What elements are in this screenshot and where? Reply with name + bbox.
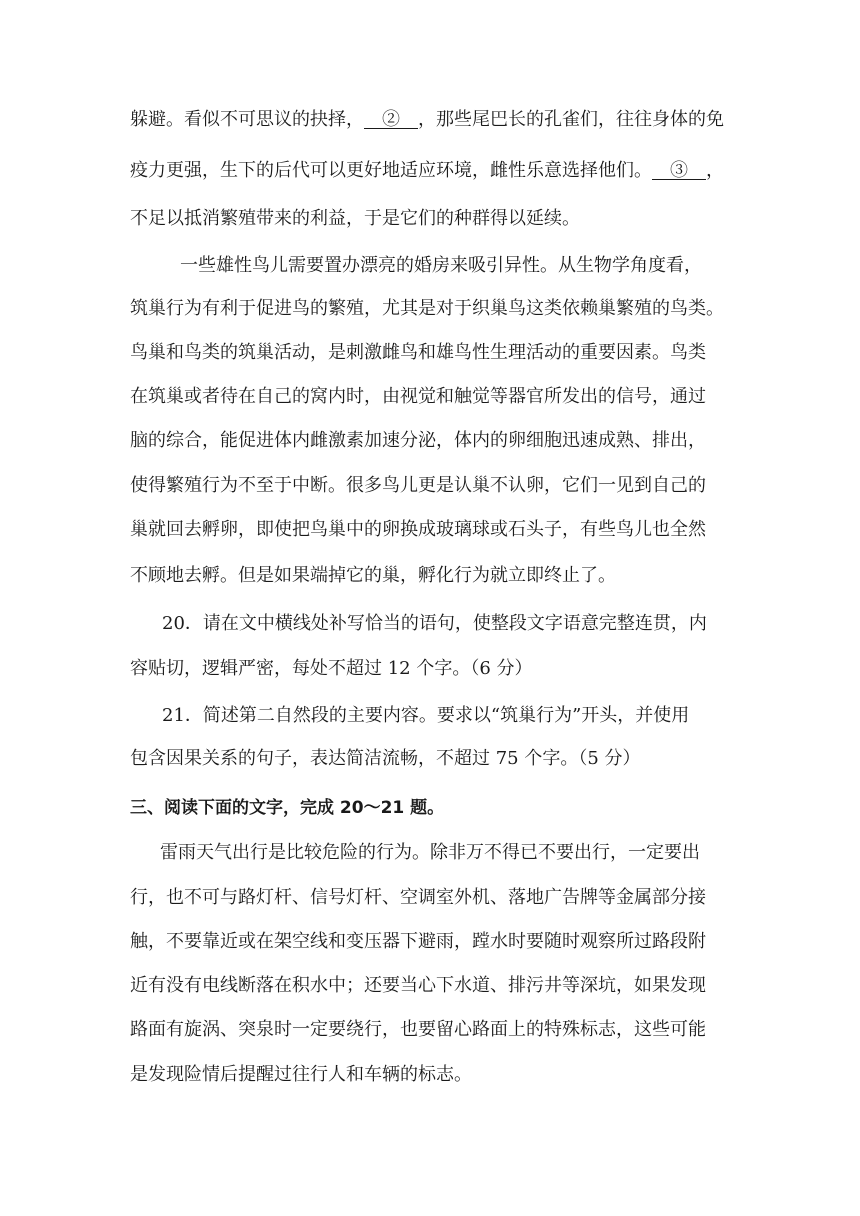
paragraph-2-line: 在筑巢或者待在自己的窝内时，由视觉和触觉等器官所发出的信号，通过 [130, 386, 706, 407]
blank-2: ② [364, 109, 418, 130]
section-3-heading: 三、阅读下面的文字，完成 20～21 题。 [130, 798, 445, 818]
paragraph-1-line-2 [130, 159, 724, 183]
paragraph-3-line: 近有没有电线断落在积水中；还要当心下水道、排污井等深坑，如果发现 [130, 975, 706, 996]
paragraph-2-line: 筑巢行为有利于促进鸟的繁殖，尤其是对于织巢鸟这类依赖巢繁殖的鸟类。 [130, 298, 724, 319]
paragraph-3-line: 是发现险情后提醒过往行人和车辆的标志。 [130, 1064, 472, 1085]
paragraph-2-line: 一些雄性鸟儿需要置办漂亮的婚房来吸引异性。从生物学角度看， [180, 255, 702, 276]
text-segment: ， [706, 160, 724, 181]
question-21-line: 21．简述第二自然段的主要内容。要求以“筑巢行为”开头，并使用 [162, 705, 690, 726]
paragraph-2-line: 脑的综合，能促进体内雌激素加速分泌，体内的卵细胞迅速成熟、排出， [130, 430, 706, 451]
question-21-line: 包含因果关系的句子，表达简洁流畅，不超过 75 个字。（5 分） [130, 748, 641, 769]
paragraph-3-line: 行，也不可与路灯杆、信号灯杆、空调室外机、落地广告牌等金属部分接 [130, 887, 706, 908]
text-segment: 躲避。看似不可思议的抉择， [130, 109, 364, 130]
blank-3: ③ [652, 160, 706, 181]
question-20-line: 20．请在文中横线处补写恰当的语句，使整段文字语意完整连贯，内 [162, 613, 707, 634]
question-20-line: 容贴切，逻辑严密，每处不超过 12 个字。（6 分） [130, 658, 533, 679]
paragraph-3-line: 路面有旋涡、突泉时一定要绕行，也要留心路面上的特殊标志，这些可能 [130, 1019, 706, 1040]
paragraph-3-line: 雷雨天气出行是比较危险的行为。除非万不得已不要出行，一定要出 [160, 842, 700, 863]
paragraph-2-line: 巢就回去孵卵，即使把鸟巢中的卵换成玻璃球或石头子，有些鸟儿也全然 [130, 519, 706, 540]
paragraph-2-line: 鸟巢和鸟类的筑巢活动，是刺激雌鸟和雄鸟性生理活动的重要因素。鸟类 [130, 342, 706, 363]
paragraph-1-line-3: 不足以抵消繁殖带来的利益，于是它们的种群得以延续。 [130, 208, 580, 229]
paragraph-2-line: 使得繁殖行为不至于中断。很多鸟儿更是认巢不认卵，它们一见到自己的 [130, 475, 706, 496]
paragraph-2-line: 不顾地去孵。但是如果端掉它的巢，孵化行为就立即终止了。 [130, 565, 616, 586]
text-segment: 疫力更强，生下的后代可以更好地适应环境，雌性乐意选择他们。 [130, 160, 652, 181]
paragraph-3-line: 触，不要靠近或在架空线和变压器下避雨，蹚水时要随时观察所过路段附 [130, 931, 706, 952]
paragraph-1-line-1 [130, 108, 724, 132]
text-segment: ，那些尾巴长的孔雀们，往往身体的免 [418, 109, 724, 130]
